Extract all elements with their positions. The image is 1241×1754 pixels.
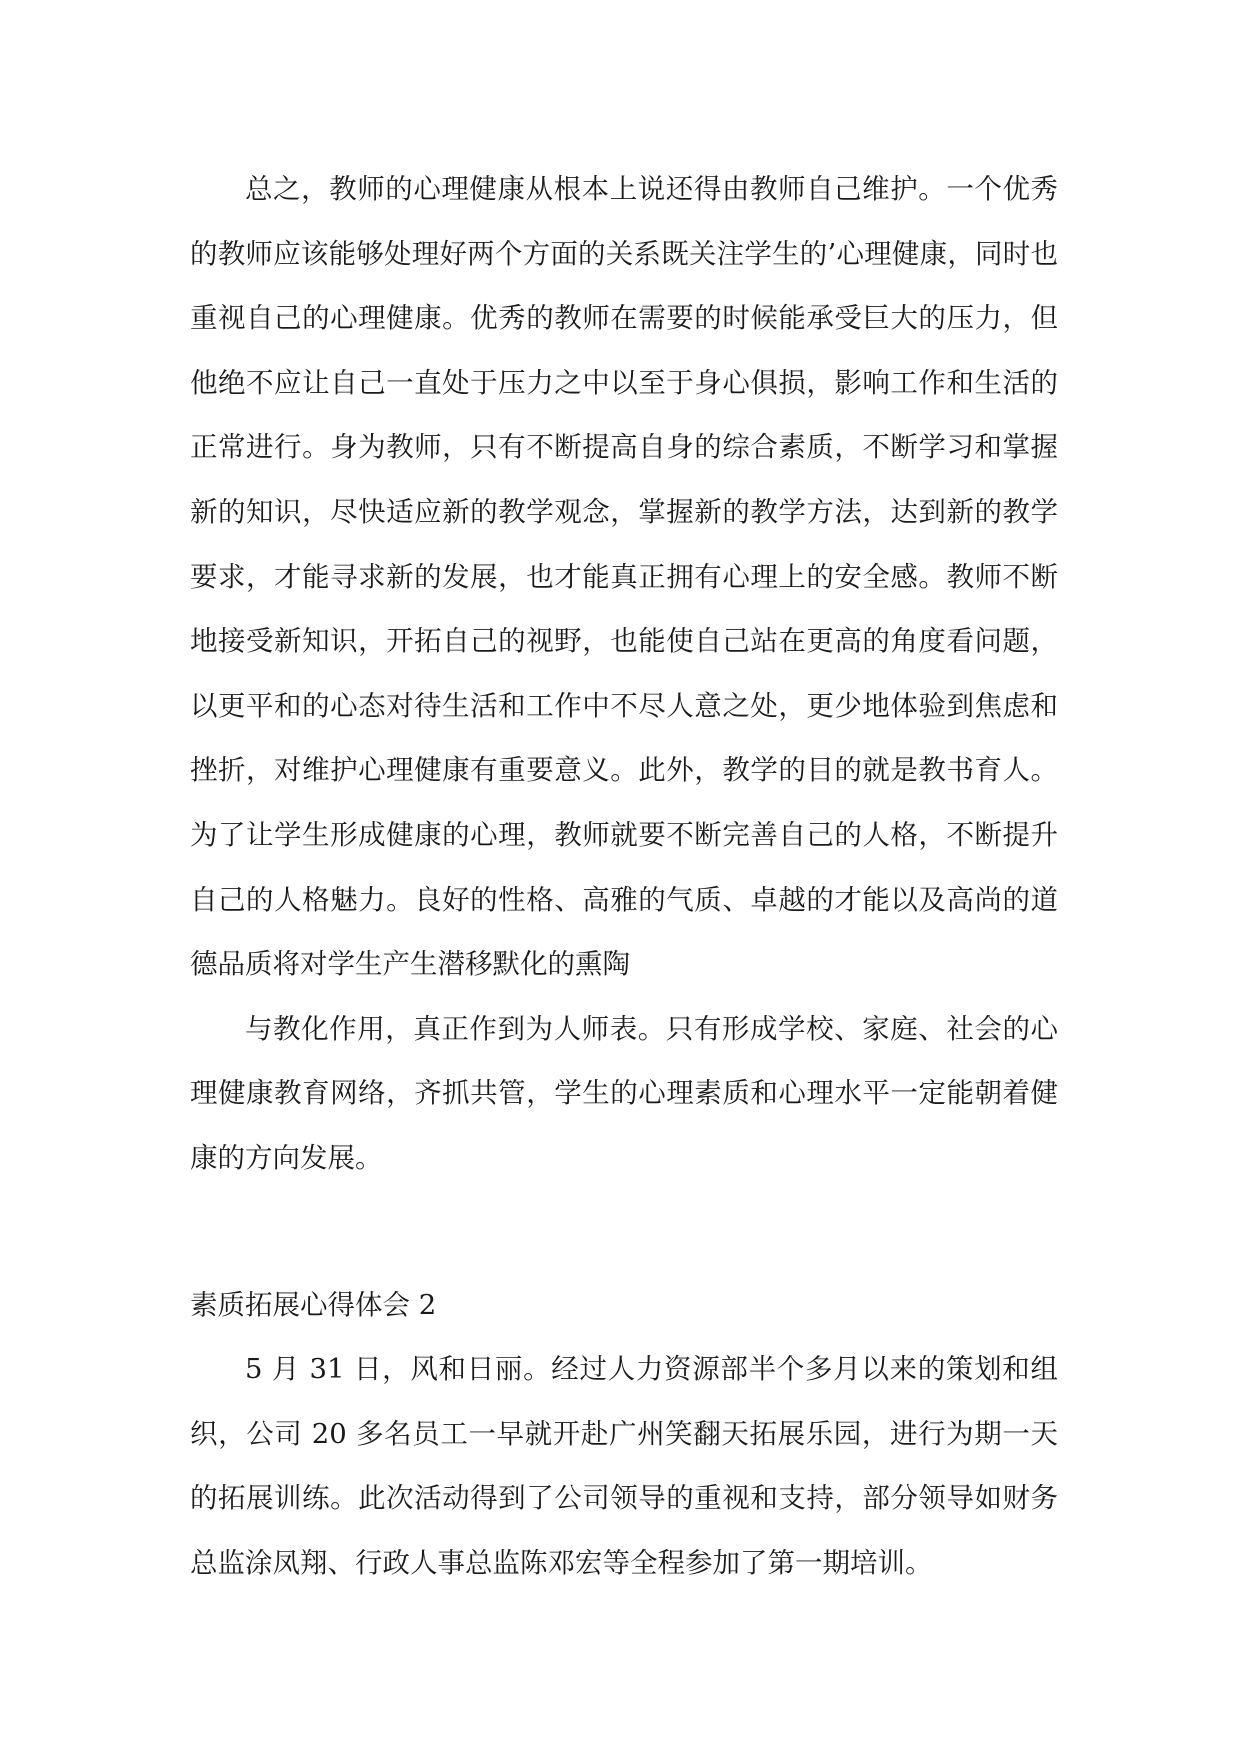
paragraph-teacher-mental-health: 总之，教师的心理健康从根本上说还得由教师自己维护。一个优秀的教师应该能够处理好两个方面的关系既关注学生的’心理健康，同时也重视自己的心理健康。优秀的教师在需要的时候能承受巨大的压力，但他绝不应让自己一直处于压力之中以至于身心俱损，影响工作和生活的正常进行。身为教师，只有不断提高自身的综合素质，不断学习和掌握新的知识，尽快适应新的教学观念，掌握新的教学方法，达到新的教学要求，才能寻求新的发展，也才能真正拥有心理上的安全感。教师不断地接受新知识，开拓自己的视野，也能使自己站在更高的角度看问题，以更平和的心态对待生活和工作中不尽人意之处，更少地体验到焦虑和挫折，对维护心理健康有重要意义。此外，教学的目的就是教书育人。为了让学生形成健康的心理，教师就要不断完善自己的人格，不断提升自己的人格魅力。良好的性格、高雅的气质、卓越的才能以及高尚的道德品质将对学生产生潜移默化的熏陶 [190, 173, 1058, 981]
paragraph-outdoor-training: 5 月 31 日，风和日丽。经过人力资源部半个多月以来的策划和组织，公司 20 多名员工一早就开赴广州笑翻天拓展乐园，进行为期一天的拓展训练。此次活动得到了公司领导的重视和支持，部分领导如财务总监涂凤翔、行政人事总监陈邓宏等全程参加了第一期培训。 [190, 1353, 1058, 1579]
paragraph-conclusion: 与教化作用，真正作到为人师表。只有形成学校、家庭、社会的心理健康教育网络，齐抓共管，学生的心理素质和心理水平一定能朝着健康的方向发展。 [190, 1012, 1058, 1174]
document-body [190, 157, 1058, 1595]
section-heading: 素质拓展心得体会 2 [190, 1288, 437, 1321]
section-spacer [190, 1191, 1058, 1273]
